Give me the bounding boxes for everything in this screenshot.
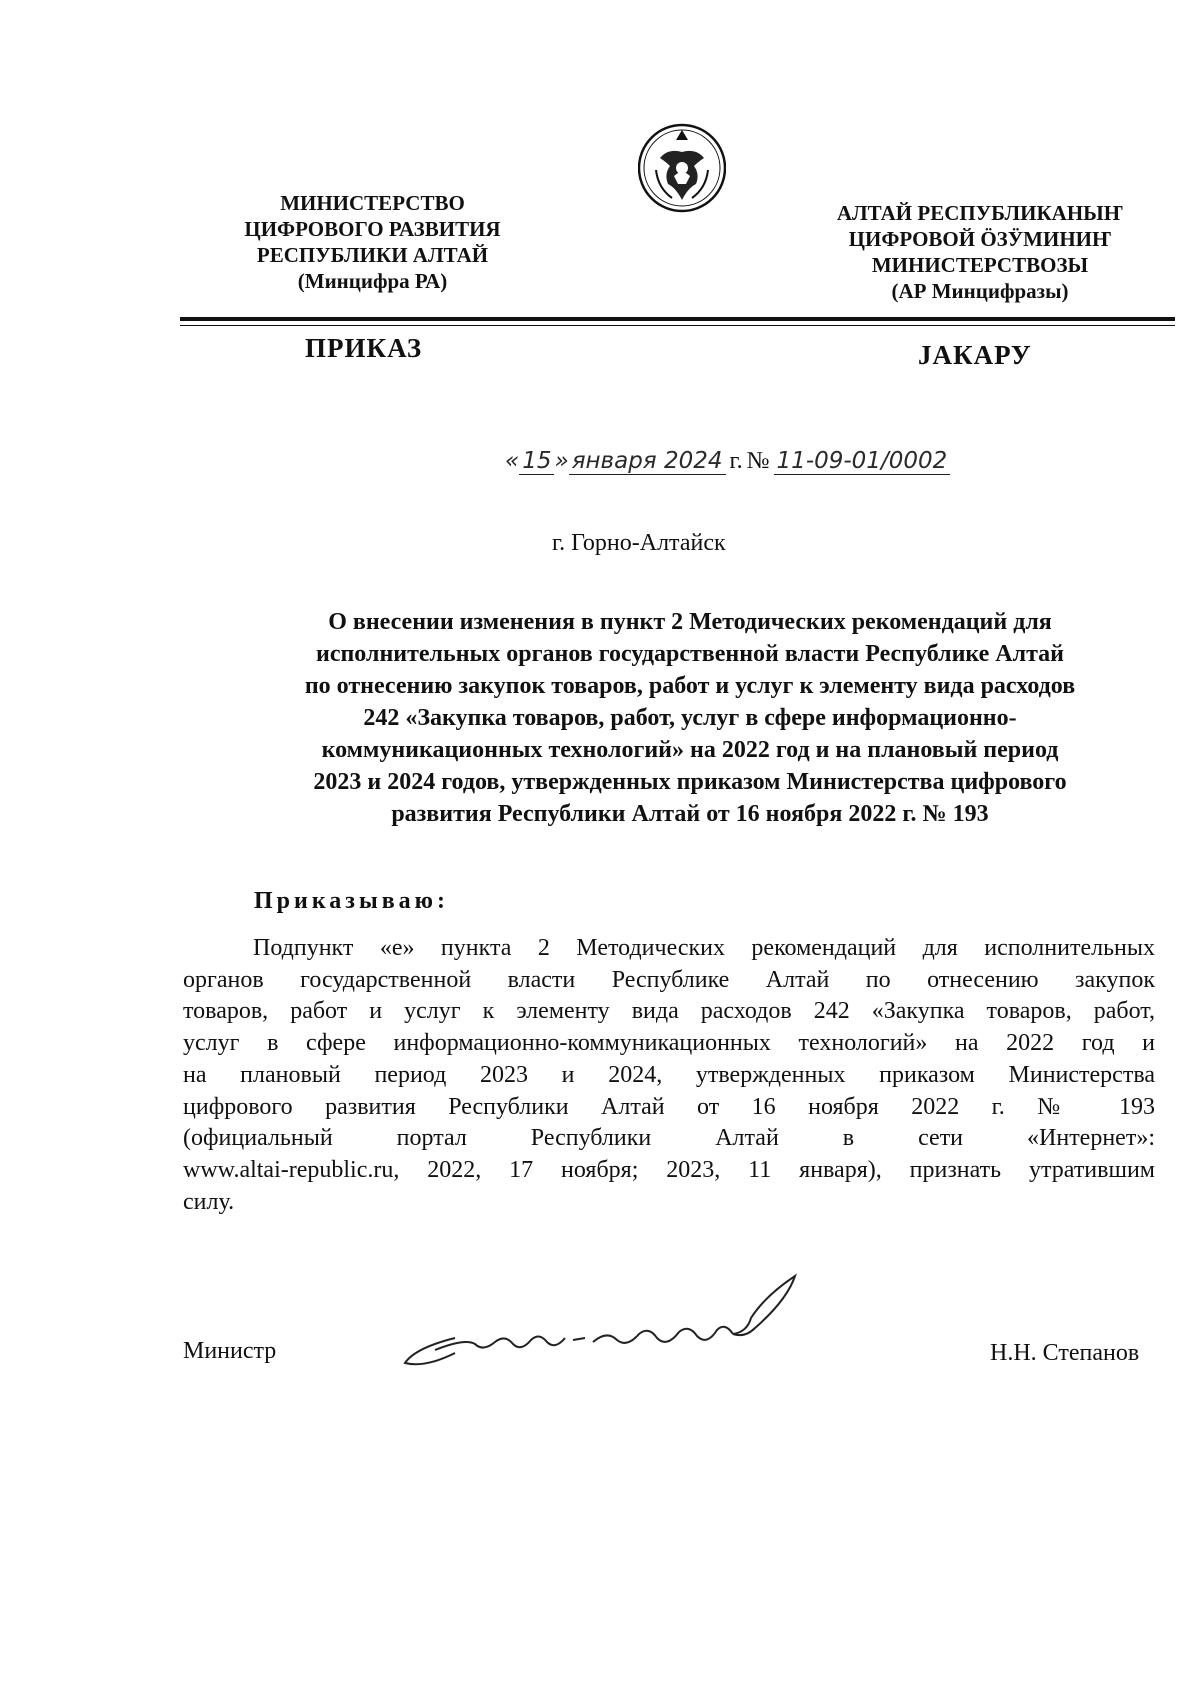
ministry-header-right [790,200,1170,304]
date-close-quote: » [554,448,569,474]
body-line: цифрового развития Республики Алтай от 16 ноября 2022 г. № 193 [183,1093,1155,1120]
ministry-header-right-line: (АР Минцифразы) [891,279,1069,303]
body-line: (официальный портал Республики Алтай в сети «Интернет»: [183,1125,1155,1152]
header-divider-thin [180,325,1175,326]
ministry-header-right-line: ЦИФРОВОЙ ӦЗӰМИНИҤ [848,227,1112,251]
handwritten-signature-icon [395,1268,815,1378]
title-line: 242 «Закупка товаров, работ, услуг в сфере информационно- [363,705,1017,731]
body-line: органов государственной власти Республике Алтай по отнесению закупок [183,966,1155,993]
title-line: О внесении изменения в пункт 2 Методических рекомендаций для [328,609,1052,635]
title-line: 2023 и 2024 годов, утвержденных приказом Министерства цифрового [313,769,1067,795]
emblem [638,118,726,216]
date-day: 15 [519,448,554,475]
title-line: исполнительных органов государственной власти Республике Алтай [316,641,1064,667]
signer-name: Н.Н. Степанов [990,1340,1140,1366]
ministry-header-right-line: МИНИСТЕРСТВОЗЫ [871,253,1089,277]
ministry-header-left-line: МИНИСТЕРСТВО [280,191,465,215]
altai-republic-emblem-icon [638,118,726,216]
number-sign: № [746,448,770,474]
doc-number: 11-09-01/0002 [774,448,951,475]
date-line [505,448,950,475]
signer-position: Министр [183,1338,277,1364]
ministry-header-left [195,190,550,294]
header-divider-thick [180,317,1175,321]
body-line: услуг в сфере информационно-коммуникационных технологий» на 2022 год и [183,1030,1155,1057]
ministry-header-left-line: РЕСПУБЛИКИ АЛТАЙ [256,243,489,267]
ministry-header-right-line: АЛТАЙ РЕСПУБЛИКАНЫҤ [836,201,1124,225]
title-line: по отнесению закупок товаров, работ и услуг к элементу вида расходов [304,673,1076,699]
date-year-suffix: г. [729,448,743,474]
date-month-year: января 2024 [569,448,726,475]
body-line: Подпункт «е» пункта 2 Методических рекомендаций для исполнительных [253,935,1155,961]
handwritten-signature [395,1268,815,1378]
doc-type-left: ПРИКАЗ [305,333,423,363]
body-line: силу. [183,1188,235,1215]
date-open-quote: « [505,448,520,474]
document-title [225,606,1155,830]
order-verb: Приказываю: [254,888,449,914]
city: г. Горно-Алтайск [552,530,726,556]
ministry-header-left-line: (Минцифра РА) [297,269,448,293]
body-line: товаров, работ и услуг к элементу вида расходов 242 «Закупка товаров, работ, [183,998,1155,1025]
body-line: на плановый период 2023 и 2024, утвержденных приказом Министерства [183,1061,1155,1088]
title-line: развития Республики Алтай от 16 ноября 2022 г. № 193 [391,801,989,827]
title-line: коммуникационных технологий» на 2022 год и на плановый период [321,737,1059,763]
doc-type-right: JАКАРУ [918,340,1032,370]
order-body [183,933,1155,1218]
ministry-header-left-line: ЦИФРОВОГО РАЗВИТИЯ [244,217,501,241]
body-line: www.altai-republic.ru, 2022, 17 ноября; 2023, 11 января), признать утратившим [183,1156,1155,1183]
